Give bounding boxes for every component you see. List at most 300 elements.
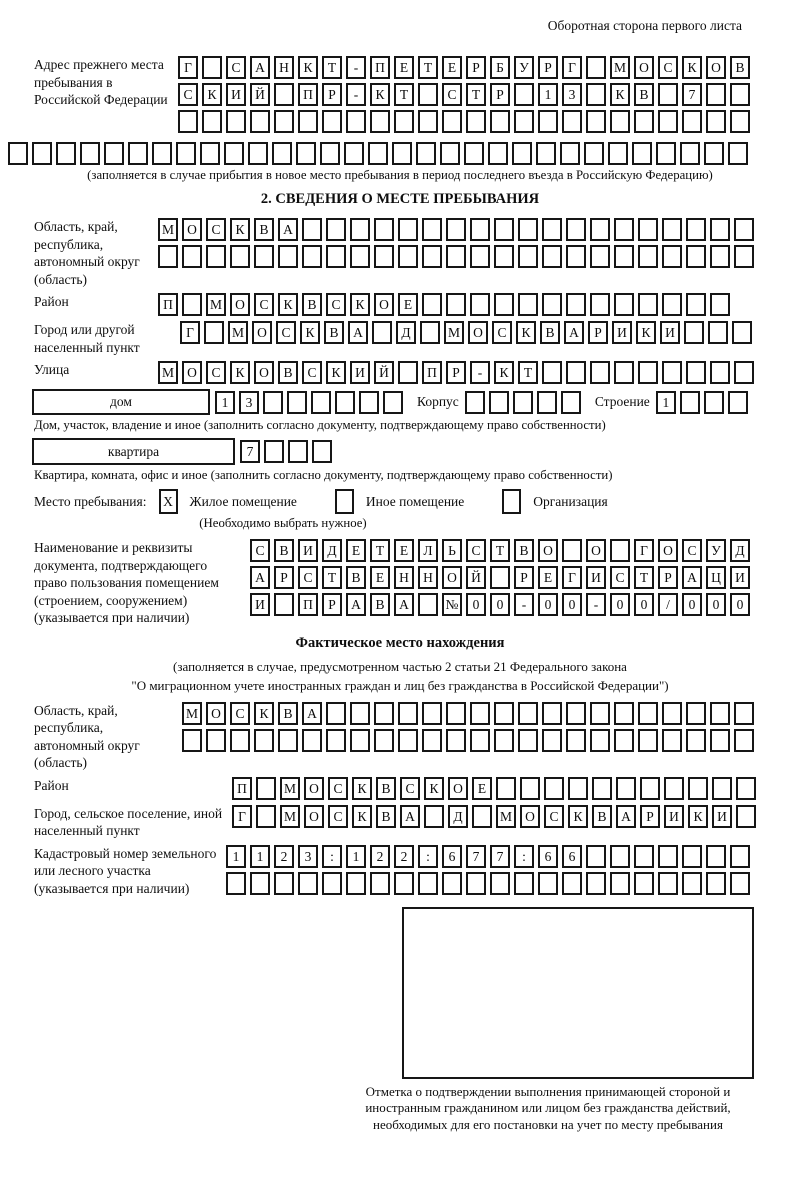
char-cell[interactable] xyxy=(710,361,730,384)
char-cell[interactable] xyxy=(326,702,346,725)
char-cell[interactable]: 0 xyxy=(538,593,558,616)
char-cell[interactable] xyxy=(298,872,318,895)
char-cell[interactable] xyxy=(610,110,630,133)
char-cell[interactable] xyxy=(202,56,222,79)
char-cell[interactable] xyxy=(442,110,462,133)
char-cell[interactable] xyxy=(494,293,514,316)
char-cell[interactable]: О xyxy=(634,56,654,79)
char-cell[interactable]: Т xyxy=(518,361,538,384)
char-cell[interactable] xyxy=(586,845,606,868)
char-cell[interactable]: Г xyxy=(562,56,582,79)
char-cell[interactable] xyxy=(416,142,436,165)
char-cell[interactable] xyxy=(374,218,394,241)
char-cell[interactable]: В xyxy=(278,361,298,384)
char-cell[interactable]: С xyxy=(682,539,702,562)
char-cell[interactable]: Е xyxy=(394,56,414,79)
char-cell[interactable]: И xyxy=(350,361,370,384)
char-cell[interactable] xyxy=(254,729,274,752)
char-cell[interactable]: С xyxy=(206,218,226,241)
char-cell[interactable] xyxy=(326,245,346,268)
char-cell[interactable] xyxy=(350,218,370,241)
char-cell[interactable] xyxy=(202,110,222,133)
char-cell[interactable] xyxy=(542,293,562,316)
char-cell[interactable]: О xyxy=(254,361,274,384)
char-cell[interactable] xyxy=(274,872,294,895)
char-cell[interactable]: Т xyxy=(322,566,342,589)
char-cell[interactable]: И xyxy=(612,321,632,344)
char-cell[interactable] xyxy=(398,702,418,725)
char-cell[interactable] xyxy=(542,218,562,241)
char-cell[interactable] xyxy=(638,218,658,241)
char-cell[interactable]: К xyxy=(298,56,318,79)
char-cell[interactable] xyxy=(734,218,754,241)
char-cell[interactable]: Н xyxy=(418,566,438,589)
char-cell[interactable] xyxy=(418,872,438,895)
char-cell[interactable]: Г xyxy=(180,321,200,344)
char-cell[interactable]: 1 xyxy=(346,845,366,868)
char-cell[interactable]: А xyxy=(278,218,298,241)
char-cell[interactable] xyxy=(514,83,534,106)
char-cell[interactable]: П xyxy=(158,293,178,316)
char-cell[interactable]: : xyxy=(514,845,534,868)
char-cell[interactable] xyxy=(706,845,726,868)
char-cell[interactable]: В xyxy=(376,805,396,828)
char-cell[interactable]: И xyxy=(586,566,606,589)
char-cell[interactable] xyxy=(158,245,178,268)
char-cell[interactable] xyxy=(440,142,460,165)
char-cell[interactable] xyxy=(732,321,752,344)
char-cell[interactable] xyxy=(470,245,490,268)
char-cell[interactable]: Р xyxy=(538,56,558,79)
char-cell[interactable] xyxy=(322,872,342,895)
char-cell[interactable] xyxy=(398,361,418,384)
char-cell[interactable] xyxy=(682,845,702,868)
char-cell[interactable]: Е xyxy=(394,539,414,562)
char-cell[interactable]: 6 xyxy=(538,845,558,868)
char-cell[interactable] xyxy=(372,321,392,344)
char-cell[interactable]: С xyxy=(400,777,420,800)
char-cell[interactable] xyxy=(706,872,726,895)
char-cell[interactable] xyxy=(590,361,610,384)
char-cell[interactable] xyxy=(592,777,612,800)
char-cell[interactable] xyxy=(634,110,654,133)
char-cell[interactable]: М xyxy=(610,56,630,79)
char-cell[interactable]: И xyxy=(664,805,684,828)
char-cell[interactable]: И xyxy=(298,539,318,562)
char-cell[interactable] xyxy=(392,142,412,165)
char-cell[interactable] xyxy=(250,872,270,895)
char-cell[interactable] xyxy=(614,361,634,384)
char-cell[interactable]: О xyxy=(252,321,272,344)
char-cell[interactable]: П xyxy=(232,777,252,800)
char-cell[interactable] xyxy=(658,845,678,868)
char-cell[interactable]: К xyxy=(352,805,372,828)
char-cell[interactable]: В xyxy=(730,56,750,79)
char-cell[interactable]: 7 xyxy=(682,83,702,106)
char-cell[interactable]: О xyxy=(182,218,202,241)
char-cell[interactable] xyxy=(350,702,370,725)
char-cell[interactable] xyxy=(326,729,346,752)
char-cell[interactable]: О xyxy=(206,702,226,725)
char-cell[interactable]: К xyxy=(424,777,444,800)
char-cell[interactable]: Ц xyxy=(706,566,726,589)
char-cell[interactable]: К xyxy=(370,83,390,106)
char-cell[interactable]: Г xyxy=(178,56,198,79)
char-cell[interactable]: 1 xyxy=(226,845,246,868)
char-cell[interactable] xyxy=(686,218,706,241)
char-cell[interactable] xyxy=(566,361,586,384)
char-cell[interactable]: О xyxy=(706,56,726,79)
char-cell[interactable]: Р xyxy=(322,83,342,106)
char-cell[interactable] xyxy=(736,777,756,800)
char-cell[interactable]: Е xyxy=(370,566,390,589)
char-cell[interactable] xyxy=(446,729,466,752)
char-cell[interactable]: Г xyxy=(232,805,252,828)
char-cell[interactable] xyxy=(562,110,582,133)
char-cell[interactable] xyxy=(80,142,100,165)
char-cell[interactable] xyxy=(422,245,442,268)
char-cell[interactable]: О xyxy=(658,539,678,562)
char-cell[interactable]: К xyxy=(326,361,346,384)
char-cell[interactable] xyxy=(520,777,540,800)
char-cell[interactable] xyxy=(590,218,610,241)
char-cell[interactable]: К xyxy=(254,702,274,725)
char-cell[interactable] xyxy=(514,110,534,133)
char-cell[interactable]: Р xyxy=(466,56,486,79)
char-cell[interactable] xyxy=(182,293,202,316)
char-cell[interactable]: В xyxy=(370,593,390,616)
char-cell[interactable] xyxy=(494,245,514,268)
char-cell[interactable] xyxy=(614,702,634,725)
char-cell[interactable] xyxy=(206,729,226,752)
char-cell[interactable] xyxy=(638,245,658,268)
char-cell[interactable] xyxy=(706,110,726,133)
char-cell[interactable]: О xyxy=(586,539,606,562)
char-cell[interactable] xyxy=(686,702,706,725)
char-cell[interactable]: - xyxy=(346,56,366,79)
char-cell[interactable]: 1 xyxy=(250,845,270,868)
char-cell[interactable]: Ь xyxy=(442,539,462,562)
char-cell[interactable]: У xyxy=(514,56,534,79)
char-cell[interactable]: И xyxy=(730,566,750,589)
char-cell[interactable]: С xyxy=(658,56,678,79)
char-cell[interactable]: В xyxy=(540,321,560,344)
char-cell[interactable] xyxy=(710,245,730,268)
char-cell[interactable]: М xyxy=(158,218,178,241)
char-cell[interactable] xyxy=(368,142,388,165)
char-cell[interactable] xyxy=(734,245,754,268)
char-cell[interactable]: 6 xyxy=(562,845,582,868)
char-cell[interactable] xyxy=(418,593,438,616)
char-cell[interactable] xyxy=(610,539,630,562)
char-cell[interactable]: И xyxy=(712,805,732,828)
char-cell[interactable]: М xyxy=(280,805,300,828)
char-cell[interactable]: О xyxy=(448,777,468,800)
char-cell[interactable]: Е xyxy=(442,56,462,79)
char-cell[interactable] xyxy=(560,142,580,165)
char-cell[interactable] xyxy=(566,293,586,316)
char-cell[interactable] xyxy=(568,777,588,800)
char-cell[interactable]: Р xyxy=(322,593,342,616)
char-cell[interactable] xyxy=(288,440,308,463)
char-cell[interactable]: У xyxy=(706,539,726,562)
char-cell[interactable] xyxy=(418,83,438,106)
char-cell[interactable] xyxy=(490,566,510,589)
char-cell[interactable]: Е xyxy=(346,539,366,562)
char-cell[interactable]: П xyxy=(298,83,318,106)
char-cell[interactable] xyxy=(638,361,658,384)
char-cell[interactable] xyxy=(8,142,28,165)
char-cell[interactable]: 2 xyxy=(274,845,294,868)
char-cell[interactable]: И xyxy=(660,321,680,344)
char-cell[interactable] xyxy=(226,110,246,133)
char-cell[interactable] xyxy=(610,872,630,895)
char-cell[interactable] xyxy=(561,391,581,414)
char-cell[interactable] xyxy=(256,777,276,800)
char-cell[interactable]: 1 xyxy=(538,83,558,106)
char-cell[interactable] xyxy=(614,218,634,241)
char-cell[interactable]: С xyxy=(302,361,322,384)
char-cell[interactable]: Т xyxy=(394,83,414,106)
char-cell[interactable] xyxy=(730,110,750,133)
char-cell[interactable] xyxy=(538,110,558,133)
char-cell[interactable] xyxy=(422,293,442,316)
char-cell[interactable] xyxy=(446,293,466,316)
char-cell[interactable]: 1 xyxy=(215,391,235,414)
char-cell[interactable]: 2 xyxy=(370,845,390,868)
char-cell[interactable] xyxy=(204,321,224,344)
char-cell[interactable]: 0 xyxy=(682,593,702,616)
char-cell[interactable] xyxy=(634,845,654,868)
char-cell[interactable]: П xyxy=(370,56,390,79)
char-cell[interactable] xyxy=(152,142,172,165)
char-cell[interactable]: А xyxy=(564,321,584,344)
char-cell[interactable] xyxy=(494,218,514,241)
char-cell[interactable]: Т xyxy=(322,56,342,79)
char-cell[interactable] xyxy=(398,245,418,268)
char-cell[interactable]: 6 xyxy=(442,845,462,868)
char-cell[interactable] xyxy=(200,142,220,165)
char-cell[interactable]: С xyxy=(250,539,270,562)
char-cell[interactable]: М xyxy=(182,702,202,725)
char-cell[interactable]: К xyxy=(352,777,372,800)
char-cell[interactable] xyxy=(374,245,394,268)
char-cell[interactable] xyxy=(662,361,682,384)
char-cell[interactable]: Н xyxy=(274,56,294,79)
char-cell[interactable] xyxy=(359,391,379,414)
char-cell[interactable] xyxy=(712,777,732,800)
char-cell[interactable] xyxy=(662,729,682,752)
char-cell[interactable]: М xyxy=(496,805,516,828)
char-cell[interactable]: Т xyxy=(370,539,390,562)
char-cell[interactable] xyxy=(542,729,562,752)
char-cell[interactable]: К xyxy=(494,361,514,384)
char-cell[interactable]: 0 xyxy=(610,593,630,616)
char-cell[interactable]: И xyxy=(250,593,270,616)
char-cell[interactable] xyxy=(616,777,636,800)
char-cell[interactable] xyxy=(420,321,440,344)
checkbox-other-premises[interactable] xyxy=(335,489,354,514)
char-cell[interactable] xyxy=(518,245,538,268)
char-cell[interactable]: С xyxy=(226,56,246,79)
char-cell[interactable]: Е xyxy=(398,293,418,316)
char-cell[interactable] xyxy=(465,391,485,414)
char-cell[interactable]: В xyxy=(346,566,366,589)
char-cell[interactable]: П xyxy=(422,361,442,384)
char-cell[interactable]: 3 xyxy=(239,391,259,414)
char-cell[interactable] xyxy=(662,245,682,268)
char-cell[interactable] xyxy=(302,729,322,752)
char-cell[interactable]: С xyxy=(230,702,250,725)
char-cell[interactable] xyxy=(470,293,490,316)
char-cell[interactable]: Т xyxy=(466,83,486,106)
char-cell[interactable]: В xyxy=(376,777,396,800)
char-cell[interactable]: К xyxy=(516,321,536,344)
char-cell[interactable] xyxy=(586,872,606,895)
char-cell[interactable]: 2 xyxy=(394,845,414,868)
char-cell[interactable] xyxy=(662,293,682,316)
char-cell[interactable]: С xyxy=(276,321,296,344)
char-cell[interactable] xyxy=(730,872,750,895)
char-cell[interactable] xyxy=(662,218,682,241)
char-cell[interactable]: В xyxy=(254,218,274,241)
char-cell[interactable] xyxy=(632,142,652,165)
char-cell[interactable] xyxy=(536,142,556,165)
char-cell[interactable] xyxy=(688,777,708,800)
char-cell[interactable]: С xyxy=(328,805,348,828)
char-cell[interactable]: С xyxy=(328,777,348,800)
char-cell[interactable]: В xyxy=(634,83,654,106)
char-cell[interactable] xyxy=(302,245,322,268)
char-cell[interactable] xyxy=(206,245,226,268)
char-cell[interactable]: 0 xyxy=(562,593,582,616)
char-cell[interactable] xyxy=(544,777,564,800)
char-cell[interactable]: А xyxy=(682,566,702,589)
char-cell[interactable] xyxy=(472,805,492,828)
char-cell[interactable]: К xyxy=(350,293,370,316)
char-cell[interactable]: 0 xyxy=(634,593,654,616)
char-cell[interactable]: В xyxy=(302,293,322,316)
char-cell[interactable] xyxy=(586,83,606,106)
char-cell[interactable] xyxy=(514,872,534,895)
char-cell[interactable]: Т xyxy=(490,539,510,562)
char-cell[interactable] xyxy=(274,83,294,106)
char-cell[interactable]: В xyxy=(514,539,534,562)
char-cell[interactable] xyxy=(278,729,298,752)
char-cell[interactable]: 7 xyxy=(466,845,486,868)
char-cell[interactable] xyxy=(230,245,250,268)
char-cell[interactable]: Й xyxy=(374,361,394,384)
char-cell[interactable]: К xyxy=(568,805,588,828)
char-cell[interactable]: Г xyxy=(562,566,582,589)
char-cell[interactable] xyxy=(182,245,202,268)
char-cell[interactable] xyxy=(496,777,516,800)
char-cell[interactable]: Р xyxy=(640,805,660,828)
char-cell[interactable]: Р xyxy=(514,566,534,589)
char-cell[interactable]: М xyxy=(158,361,178,384)
char-cell[interactable] xyxy=(684,321,704,344)
char-cell[interactable]: Е xyxy=(472,777,492,800)
char-cell[interactable] xyxy=(350,245,370,268)
char-cell[interactable] xyxy=(298,110,318,133)
char-cell[interactable] xyxy=(518,729,538,752)
char-cell[interactable] xyxy=(446,245,466,268)
char-cell[interactable] xyxy=(728,391,748,414)
char-cell[interactable] xyxy=(464,142,484,165)
char-cell[interactable] xyxy=(736,805,756,828)
char-cell[interactable]: Р xyxy=(490,83,510,106)
char-cell[interactable]: М xyxy=(228,321,248,344)
char-cell[interactable] xyxy=(226,872,246,895)
char-cell[interactable] xyxy=(398,729,418,752)
char-cell[interactable]: С xyxy=(442,83,462,106)
char-cell[interactable]: 0 xyxy=(490,593,510,616)
char-cell[interactable] xyxy=(274,110,294,133)
char-cell[interactable] xyxy=(178,110,198,133)
char-cell[interactable]: А xyxy=(394,593,414,616)
char-cell[interactable]: Г xyxy=(634,539,654,562)
char-cell[interactable] xyxy=(706,83,726,106)
char-cell[interactable] xyxy=(662,702,682,725)
char-cell[interactable]: К xyxy=(682,56,702,79)
char-cell[interactable] xyxy=(470,729,490,752)
char-cell[interactable]: А xyxy=(250,56,270,79)
char-cell[interactable]: С xyxy=(298,566,318,589)
char-cell[interactable]: М xyxy=(206,293,226,316)
char-cell[interactable]: Н xyxy=(394,566,414,589)
char-cell[interactable]: 0 xyxy=(706,593,726,616)
char-cell[interactable]: А xyxy=(348,321,368,344)
char-cell[interactable] xyxy=(634,872,654,895)
char-cell[interactable]: 3 xyxy=(298,845,318,868)
char-cell[interactable]: Л xyxy=(418,539,438,562)
char-cell[interactable]: : xyxy=(322,845,342,868)
char-cell[interactable] xyxy=(346,872,366,895)
char-cell[interactable] xyxy=(704,391,724,414)
char-cell[interactable] xyxy=(584,142,604,165)
char-cell[interactable]: В xyxy=(278,702,298,725)
char-cell[interactable] xyxy=(608,142,628,165)
char-cell[interactable] xyxy=(418,110,438,133)
char-cell[interactable] xyxy=(326,218,346,241)
char-cell[interactable] xyxy=(728,142,748,165)
char-cell[interactable] xyxy=(278,245,298,268)
char-cell[interactable]: Р xyxy=(658,566,678,589)
char-cell[interactable] xyxy=(734,361,754,384)
char-cell[interactable] xyxy=(586,56,606,79)
char-cell[interactable] xyxy=(542,245,562,268)
char-cell[interactable] xyxy=(104,142,124,165)
char-cell[interactable] xyxy=(263,391,283,414)
char-cell[interactable] xyxy=(518,702,538,725)
char-cell[interactable]: О xyxy=(374,293,394,316)
char-cell[interactable] xyxy=(296,142,316,165)
char-cell[interactable]: Р xyxy=(446,361,466,384)
char-cell[interactable] xyxy=(566,245,586,268)
char-cell[interactable] xyxy=(590,729,610,752)
char-cell[interactable]: Й xyxy=(250,83,270,106)
char-cell[interactable]: Р xyxy=(274,566,294,589)
char-cell[interactable] xyxy=(250,110,270,133)
char-cell[interactable] xyxy=(446,702,466,725)
char-cell[interactable]: О xyxy=(538,539,558,562)
char-cell[interactable]: М xyxy=(444,321,464,344)
char-cell[interactable] xyxy=(658,110,678,133)
char-cell[interactable] xyxy=(374,729,394,752)
char-cell[interactable]: А xyxy=(346,593,366,616)
char-cell[interactable] xyxy=(513,391,533,414)
char-cell[interactable] xyxy=(494,729,514,752)
